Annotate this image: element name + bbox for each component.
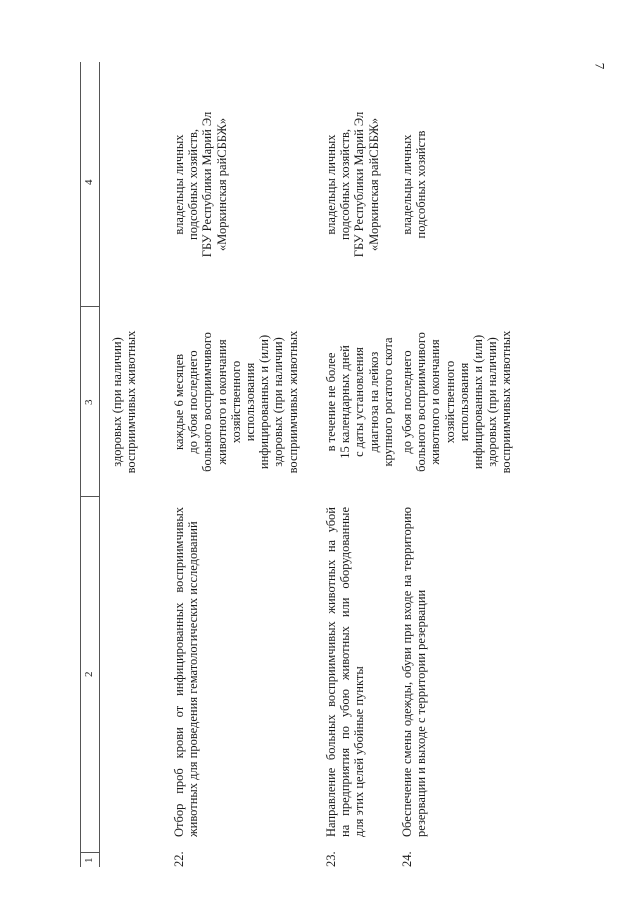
text-line: хозяйственного xyxy=(442,360,457,444)
row-24-measure xyxy=(400,507,428,837)
text-line: с даты установления xyxy=(352,347,367,457)
text-line: для этих целей убойные пункты xyxy=(352,666,367,837)
row-24-timing xyxy=(400,317,514,487)
text-line: инфицированных и (или) xyxy=(257,334,272,470)
header-col2: 2 xyxy=(83,671,95,677)
text-line: использования xyxy=(243,362,258,442)
text-line: здоровых (при наличии) xyxy=(271,337,286,467)
text-line: восприимчивых животных xyxy=(124,330,139,474)
text-line: «Моркинская райСББЖ» xyxy=(366,117,381,252)
text-line: Отбор проб крови от инфицированных восприимчивых xyxy=(172,507,186,837)
text-line: инфицированных и (или) xyxy=(471,334,486,470)
row-number: 24. xyxy=(400,851,414,867)
text-line: крупного рогатого скота xyxy=(380,337,395,467)
header-separator xyxy=(80,496,100,497)
text-line: здоровых (при наличии) xyxy=(485,337,500,467)
text-line: 15 календарных дней xyxy=(338,345,353,459)
text-line: «Моркинская райСББЖ» xyxy=(214,117,229,252)
text-line: подсобных хозяйств, xyxy=(186,129,201,240)
row-22-measure xyxy=(172,507,200,837)
row-22-timing xyxy=(172,317,300,487)
carryover-col3 xyxy=(110,317,138,487)
row-number: 22. xyxy=(172,851,186,867)
row-23-timing xyxy=(324,317,395,487)
row-23-responsible xyxy=(324,77,381,292)
text-line: животного и окончания xyxy=(214,339,229,465)
page-number: 7 xyxy=(592,62,608,70)
rotated-table xyxy=(80,62,520,867)
table-sheet xyxy=(80,62,520,867)
text-line: до убоя последнего xyxy=(400,350,414,454)
row-23-measure xyxy=(324,507,367,837)
text-line: ГБУ Республики Марий Эл xyxy=(200,111,215,258)
text-line: диагноза на лейкоз xyxy=(366,351,381,453)
text-line: в течение не более xyxy=(324,352,338,452)
text-line: животного и окончания xyxy=(428,339,443,465)
text-line: больного восприимчивого xyxy=(200,332,215,472)
text-line: Направление больных восприимчивых животных на убой xyxy=(324,507,338,837)
text-line: восприимчивых животных xyxy=(499,330,514,474)
text-line: владельцы личных xyxy=(324,134,338,235)
header-col3: 3 xyxy=(83,399,95,405)
text-line: резервации и выходе с территории резервации xyxy=(414,589,429,837)
text-line: владельцы личных xyxy=(172,134,186,235)
header-separator xyxy=(80,852,100,853)
row-number: 23. xyxy=(324,851,338,867)
text-line: животных для проведения гематологических исследований xyxy=(186,521,201,837)
header-col4: 4 xyxy=(83,179,95,185)
text-line: владельцы личных xyxy=(400,134,414,235)
text-line: восприимчивых животных xyxy=(285,330,300,474)
text-line: здоровых (при наличии) xyxy=(110,337,124,467)
text-line: хозяйственного xyxy=(228,360,243,444)
text-line: подсобных хозяйств, xyxy=(338,129,353,240)
text-line: подсобных хозяйств xyxy=(414,130,429,239)
text-line: Обеспечение смены одежды, обуви при входе на территорию xyxy=(400,507,414,837)
text-line: больного восприимчивого xyxy=(414,332,429,472)
text-line: каждые 6 месяцев xyxy=(172,353,186,451)
row-22-responsible xyxy=(172,77,229,292)
header-col1: 1 xyxy=(83,857,95,863)
text-line: ГБУ Республики Марий Эл xyxy=(352,111,367,258)
text-line: использования xyxy=(456,362,471,442)
text-line: до убоя последнего xyxy=(186,350,201,454)
row-24-responsible xyxy=(400,77,428,292)
header-separator xyxy=(80,306,100,307)
text-line: на предприятия по убою животных или оборудованные xyxy=(338,507,353,837)
